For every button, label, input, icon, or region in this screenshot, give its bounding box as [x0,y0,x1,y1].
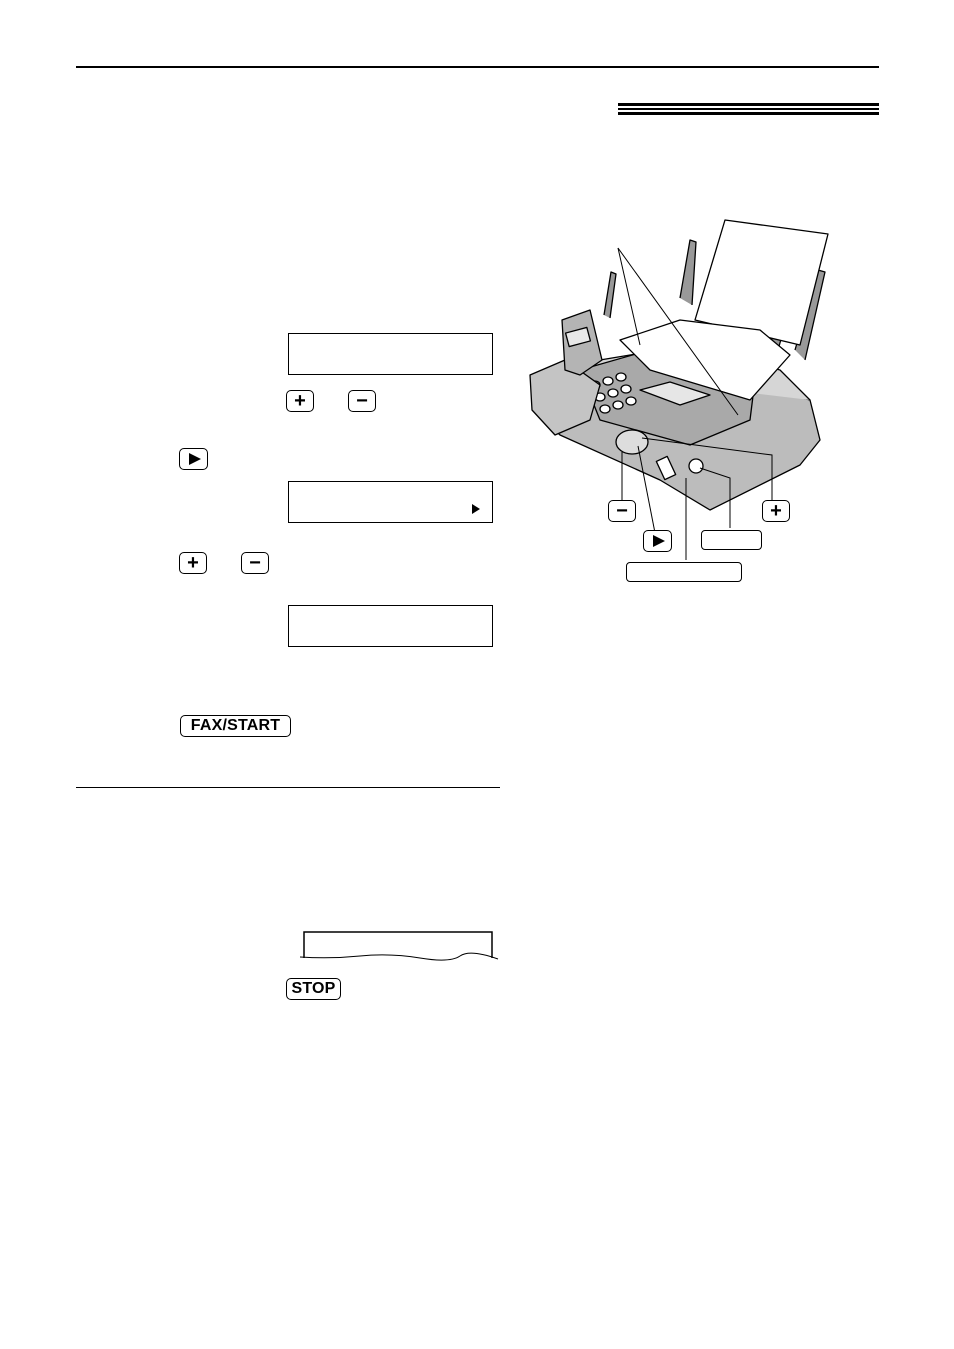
section-divider [76,787,500,788]
minus-key-2[interactable] [241,552,269,574]
plus-icon: + [187,552,199,574]
minus-icon: − [356,390,368,412]
plus-icon: + [294,390,306,412]
callout-plus-key [762,500,790,522]
play-key[interactable] [179,448,208,470]
fax-start-key[interactable]: FAX/START [180,715,291,737]
display-box-1 [288,333,493,375]
display-arrow-icon [472,504,480,514]
display-box-2 [288,481,493,523]
callout-play-key [643,530,672,552]
plus-key[interactable] [286,390,314,412]
callout-blank-label [701,530,762,550]
display-box-torn [300,930,500,964]
minus-icon: − [249,552,261,574]
header-rule [76,66,879,68]
play-icon [189,453,201,465]
section-title-bars [618,103,879,117]
callout-minus-key [608,500,636,522]
minus-key[interactable] [348,390,376,412]
plus-key-2[interactable] [179,552,207,574]
callout-wide-label [626,562,742,582]
minus-icon: − [616,500,628,522]
fax-machine-illustration [520,210,850,600]
plus-icon: + [770,500,782,522]
stop-key[interactable]: STOP [286,978,341,1000]
display-box-3 [288,605,493,647]
play-icon [653,535,665,547]
